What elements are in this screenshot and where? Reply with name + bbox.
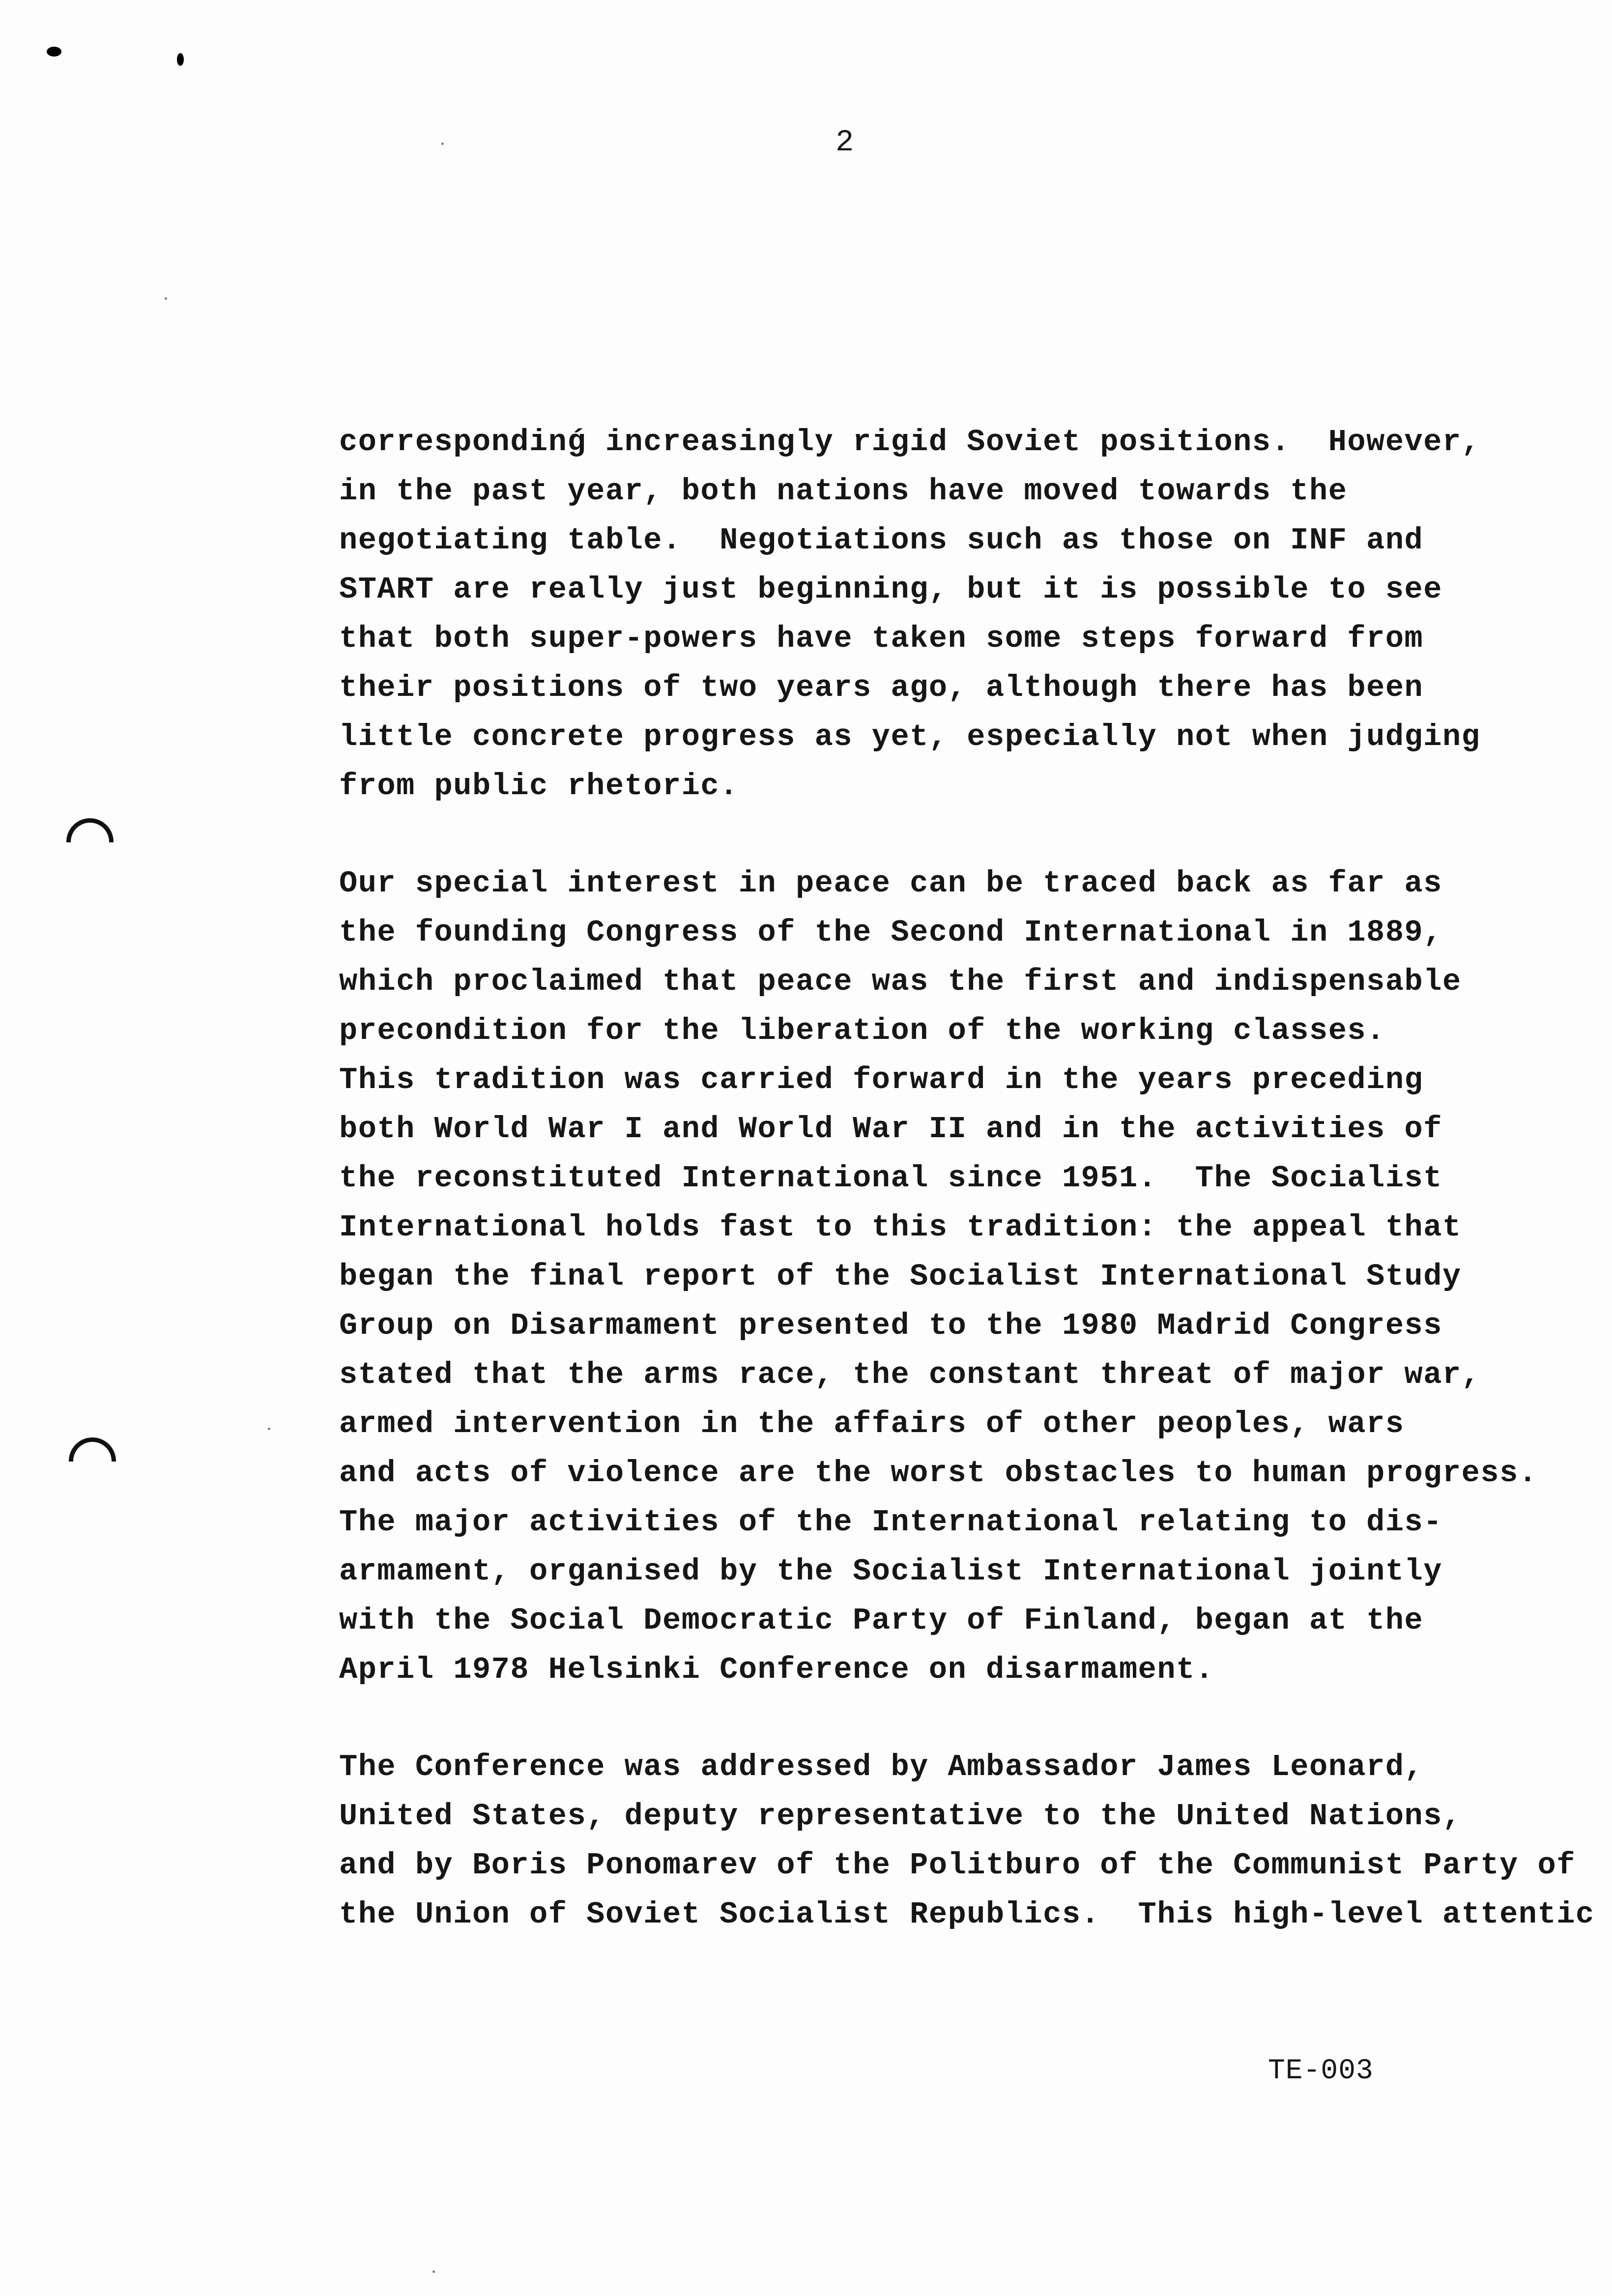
text-line: the reconstituted International since 1951. The Socialist — [339, 1161, 1442, 1196]
paragraph-1 — [339, 418, 1612, 811]
text-line: and by Boris Ponomarev of the Politburo of the Communist Party of — [339, 1848, 1576, 1883]
text-line: that both super-powers have taken some steps forward from — [339, 621, 1424, 656]
paragraph-3 — [339, 1743, 1612, 1939]
punch-hole-mark — [69, 1437, 116, 1462]
text-line: both World War I and World War II and in the activities of — [339, 1112, 1442, 1147]
paragraph-2 — [339, 859, 1612, 1694]
page-number: 2 — [835, 125, 854, 160]
text-line: The Conference was addressed by Ambassador James Leonard, — [339, 1750, 1424, 1784]
text-line: correspondinǵ increasingly rigid Soviet positions. However, — [339, 425, 1481, 459]
text-line: The major activities of the International relating to dis- — [339, 1505, 1442, 1540]
text-line: This tradition was carried forward in the years preceding — [339, 1062, 1424, 1097]
text-line: armed intervention in the affairs of other peoples, wars — [339, 1406, 1405, 1441]
text-line: Group on Disarmament presented to the 1980 Madrid Congress — [339, 1308, 1442, 1343]
text-line: in the past year, both nations have moved towards the — [339, 474, 1348, 509]
text-line: the founding Congress of the Second International in 1889, — [339, 915, 1442, 950]
text-line: began the final report of the Socialist International Study — [339, 1259, 1462, 1294]
text-line: April 1978 Helsinki Conference on disarmament. — [339, 1652, 1214, 1687]
text-line: precondition for the liberation of the working classes. — [339, 1013, 1385, 1048]
text-line: their positions of two years ago, although there has been — [339, 670, 1424, 705]
text-line: Our special interest in peace can be traced back as far as — [339, 866, 1442, 901]
punch-hole-mark — [66, 818, 114, 842]
speck-mark — [165, 297, 167, 300]
text-line: from public rhetoric. — [339, 769, 739, 804]
text-line: and acts of violence are the worst obstacles to human progress. — [339, 1456, 1538, 1491]
text-line: United States, deputy representative to the United Nations, — [339, 1799, 1462, 1834]
body-text — [339, 418, 1612, 1987]
ink-dot-mark — [47, 47, 61, 57]
text-line: START are really just beginning, but it is possible to see — [339, 572, 1442, 607]
text-line: stated that the arms race, the constant threat of major war, — [339, 1357, 1481, 1392]
speck-mark — [441, 143, 444, 145]
speck-mark — [432, 2270, 435, 2273]
text-line: armament, organised by the Socialist International jointly — [339, 1554, 1442, 1589]
text-line: little concrete progress as yet, especially not when judging — [339, 719, 1481, 754]
ink-dot-mark — [177, 53, 184, 66]
text-line: International holds fast to this tradition: the appeal that — [339, 1210, 1462, 1245]
text-line: which proclaimed that peace was the first and indispensable — [339, 964, 1462, 999]
speck-mark — [268, 1428, 270, 1430]
text-line: negotiating table. Negotiations such as those on INF and — [339, 523, 1424, 558]
document-code: TE-003 — [1268, 2055, 1374, 2087]
text-line: the Union of Soviet Socialist Republics. This high-level attentic — [339, 1897, 1595, 1932]
text-line: with the Social Democratic Party of Finland, began at the — [339, 1603, 1424, 1638]
